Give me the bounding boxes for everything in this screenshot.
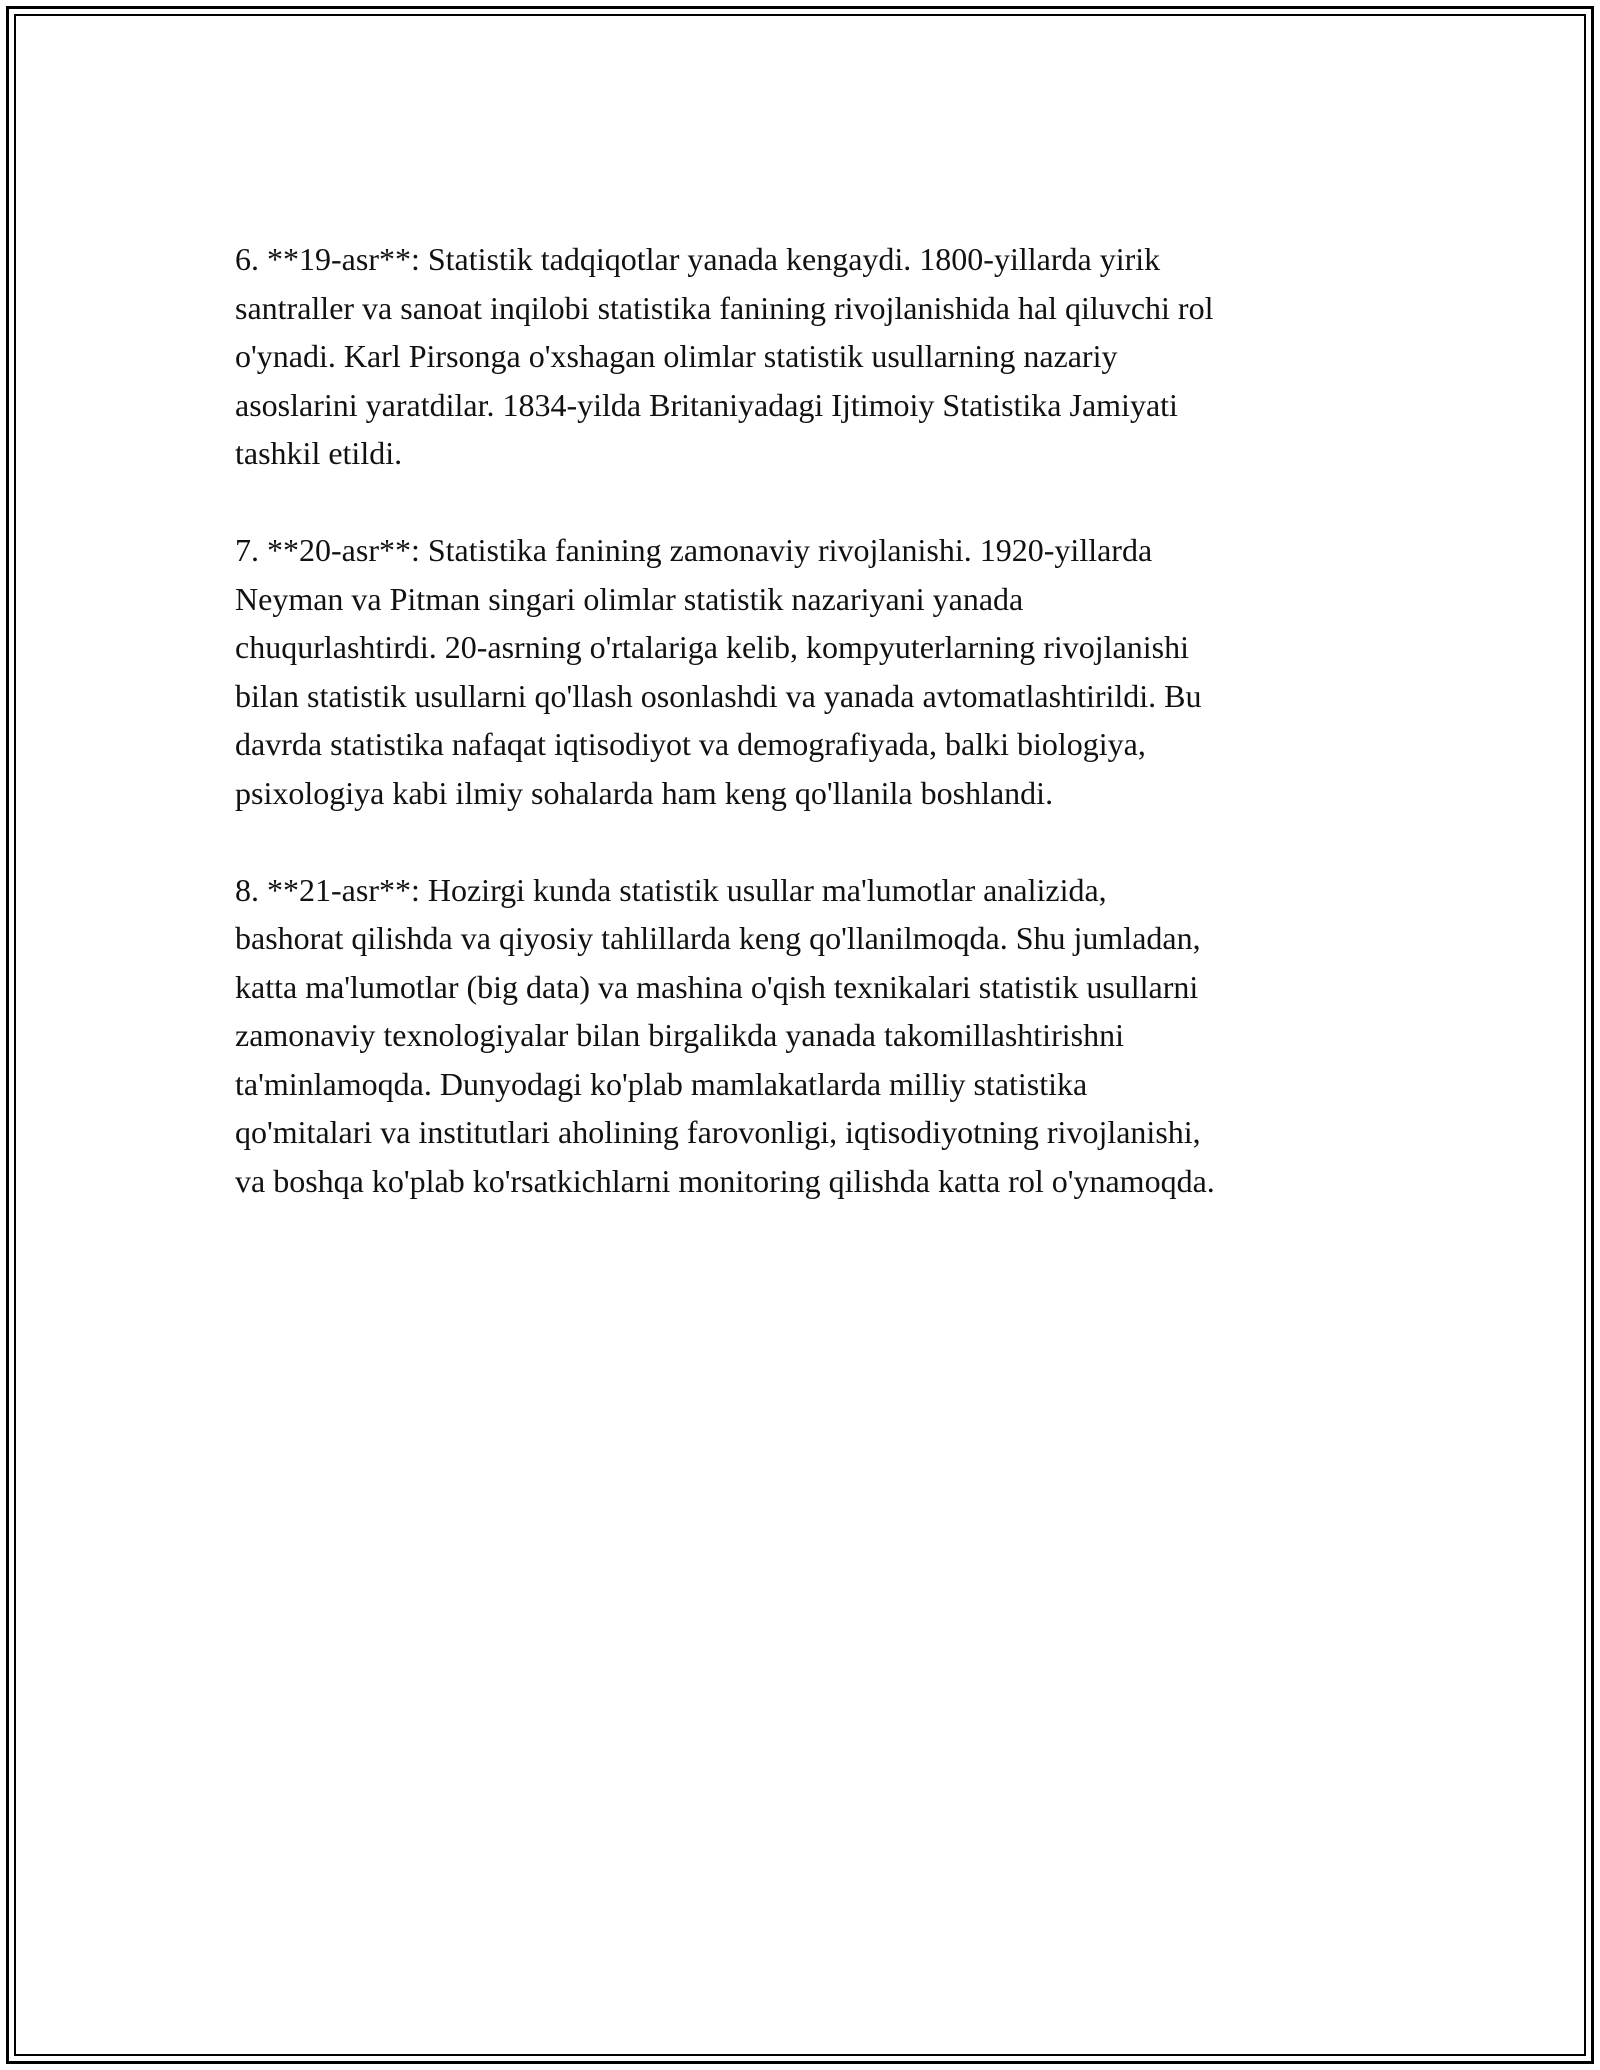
paragraph-20th-century: 7. **20-asr**: Statistika fanining zamonaviy rivojlanishi. 1920-yillarda Neyman va Pitman singari olimlar statistik nazariyani yanada chuqurlashtirdi. 20-asrning o'rtalariga kelib, kompyuterlarning rivojlanishi bilan statistik usullarni qo'llash osonlashdi va yanada avtomatlashtirildi. Bu davrda statistika nafaqat iqtisodiyot va demografiyada, balki biologiya, psixologiya kabi ilmiy sohalarda ham keng qo'llanila boshlandi. <box>235 532 1202 811</box>
paragraph-19th-century: 6. **19-asr**: Statistik tadqiqotlar yanada kengaydi. 1800-yillarda yirik santraller va sanoat inqilobi statistika fanining rivojlanishida hal qiluvchi rol o'ynadi. Karl Pirsonga o'xshagan olimlar statistik usullarning nazariy asoslarini yaratdilar. 1834-yilda Britaniyadagi Ijtimoiy Statistika Jamiyati tashkil etildi. <box>235 241 1214 471</box>
paragraph-21st-century: 8. **21-asr**: Hozirgi kunda statistik usullar ma'lumotlar analizida, bashorat qilishda va qiyosiy tahlillarda keng qo'llanilmoqda. Shu jumladan, katta ma'lumotlar (big data) va mashina o'qish texnikalari statistik usullarni zamonaviy texnologiyalar bilan birgalikda yanada takomillashtirishni ta'minlamoqda. Dunyodagi ko'plab mamlakatlarda milliy statistika qo'mitalari va institutlari aholining farovonligi, iqtisodiyotning rivojlanishi, va boshqa ko'plab ko'rsatkichlarni monitoring qilishda katta rol o'ynamoqda. <box>235 871 1215 1199</box>
document-body <box>235 235 1375 1254</box>
